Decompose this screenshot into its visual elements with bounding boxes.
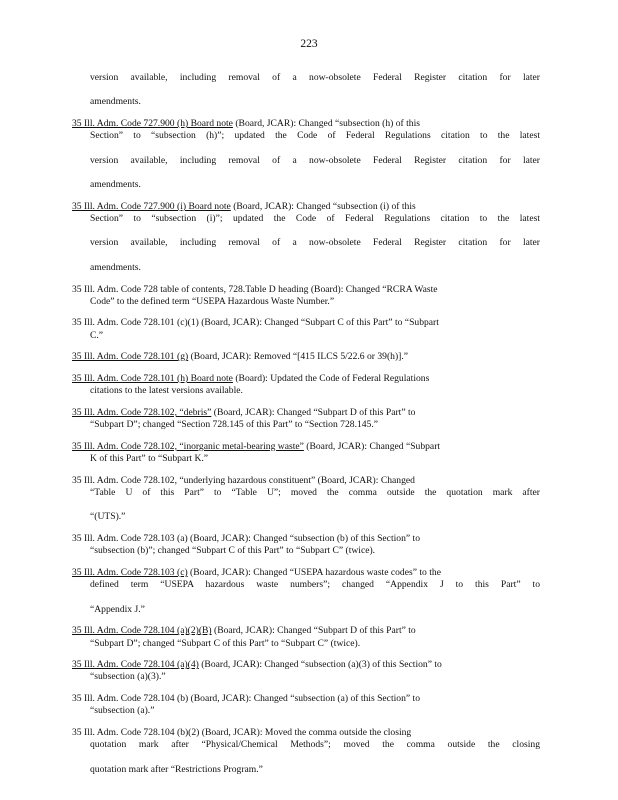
entry-first-line — [72, 317, 540, 329]
amendment-entry — [72, 533, 540, 557]
entry-text: (Board, JCAR): Changed “subsection (h) of this — [232, 118, 421, 130]
entry-text: (Board, JCAR): Changed “subsection (i) of this — [230, 200, 416, 212]
entry-text: 35 Ill. Adm. Code 728.101 (c)(1) (Board, JCAR): Changed “Subpart C of this Part” to “Subpart — [72, 317, 439, 329]
amendment-entry — [72, 659, 540, 683]
amendment-entry — [72, 693, 540, 717]
amendment-entry — [72, 567, 540, 616]
entry-continuation-line: “subsection (a).” — [90, 705, 155, 717]
citation-link: 35 Ill. Adm. Code 727.900 (h) Board note — [72, 118, 233, 130]
amendment-list — [72, 72, 540, 785]
entry-text: (Board, JCAR): Changed “subsection (a)(3) of this Section” to — [198, 659, 442, 671]
entry-first-line — [72, 441, 540, 453]
entry-continuation-line: amendments. — [90, 96, 141, 108]
entry-first-line — [72, 567, 540, 579]
entry-continuation-line: citations to the latest versions available. — [90, 385, 243, 397]
entry-continuation-line: “subsection (b)”; changed “Subpart C of this Part” to “Subpart C” (twice). — [90, 545, 376, 557]
entry-first-line — [72, 351, 540, 363]
amendment-entry — [72, 407, 540, 431]
entry-text: (Board, JCAR): Changed “USEPA hazardous waste codes” to the — [187, 567, 441, 578]
citation-link: 35 Ill. Adm. Code 728.104 (a)(4) — [72, 659, 199, 671]
entry-text: (Board): Updated the Code of Federal Regulations — [232, 373, 430, 385]
entry-first-line — [72, 373, 540, 385]
amendment-entry — [72, 351, 540, 363]
citation-link: 35 Ill. Adm. Code 728.101 (g) — [72, 351, 189, 363]
amendment-entry — [72, 118, 540, 191]
entry-first-line — [72, 118, 540, 130]
entry-continuation-line: Section” to “subsection (i)”; updated the Code of Federal Regulations citation to the latest — [90, 213, 540, 225]
entry-first-line — [72, 407, 540, 419]
entry-text: (Board, JCAR): Changed “Subpart D of this Part” to — [211, 406, 416, 418]
entry-first-line — [72, 693, 540, 705]
entry-continuation-line: quotation mark after “Restrictions Program.” — [90, 763, 263, 775]
entry-text: 35 Ill. Adm. Code 728.104 (b) (Board, JCAR): Changed “subsection (a) of this Section” to — [72, 693, 420, 705]
citation-link: 35 Ill. Adm. Code 728.101 (h) Board note — [72, 373, 233, 385]
amendment-entry — [72, 727, 540, 776]
amendment-entry — [72, 72, 540, 109]
entry-continuation-line: version available, including removal of a now-obsolete Federal Register citation for later — [90, 237, 540, 249]
entry-text: 35 Ill. Adm. Code 728.102, “underlying hazardous constituent” (Board, JCAR): Changed — [72, 474, 415, 486]
entry-continuation-line: “Appendix J.” — [90, 603, 145, 615]
entry-text: (Board, JCAR): Removed “[415 ILCS 5/22.6 or 39(h)].” — [188, 351, 409, 363]
entry-first-line — [72, 475, 540, 487]
entry-continuation-line: amendments. — [90, 179, 141, 191]
entry-continuation-line: version available, including removal of a now-obsolete Federal Register citation for later — [90, 154, 540, 166]
amendment-entry — [72, 625, 540, 649]
entry-text: 35 Ill. Adm. Code 728.104 (b)(2) (Board, JCAR): Moved the comma outside the closing — [72, 727, 412, 739]
entry-text: 35 Ill. Adm. Code 728 table of contents, 728.Table D heading (Board): Changed “RCRA Waste — [72, 283, 438, 295]
entry-continuation-line: “Subpart D”; changed “Subpart C of this Part” to “Subpart C” (twice). — [90, 637, 361, 649]
entry-first-line — [72, 727, 540, 739]
amendment-entry — [72, 284, 540, 308]
entry-text: (Board, JCAR): Changed “Subpart — [303, 440, 441, 452]
amendment-entry — [72, 475, 540, 524]
entry-first-line — [72, 201, 540, 213]
entry-continuation-line: Section” to “subsection (h)”; updated the Code of Federal Regulations citation to the latest — [90, 130, 540, 142]
amendment-entry — [72, 441, 540, 465]
entry-continuation-line: K of this Part” to “Subpart K.” — [90, 453, 209, 465]
entry-first-line — [72, 284, 540, 296]
entry-continuation-line: version available, including removal of a now-obsolete Federal Register citation for later — [90, 72, 540, 83]
entry-first-line — [72, 625, 540, 637]
amendment-entry — [72, 317, 540, 341]
amendment-entry — [72, 373, 540, 397]
entry-continuation-line: amendments. — [90, 261, 141, 273]
page-number: 223 — [300, 38, 318, 50]
citation-link: 35 Ill. Adm. Code 728.104 (a)(2)(B) — [72, 625, 212, 637]
entry-continuation-line: defined term “USEPA hazardous waste numbers”; changed “Appendix J to this Part” to — [90, 579, 540, 591]
entry-continuation-line: “subsection (a)(3).” — [90, 671, 166, 683]
amendment-entry — [72, 201, 540, 274]
entry-continuation-line: quotation mark after “Physical/Chemical Methods”; moved the comma outside the closing — [90, 739, 540, 751]
citation-link: 35 Ill. Adm. Code 728.102, “inorganic metal-bearing waste” — [72, 440, 304, 452]
entry-text: (Board, JCAR): Changed “Subpart D of this Part” to — [211, 625, 416, 637]
entry-continuation-line: Code” to the defined term “USEPA Hazardous Waste Number.” — [90, 295, 335, 307]
entry-continuation-line: “Table U of this Part” to “Table U”; moved the comma outside the quotation mark after — [90, 486, 540, 498]
entry-first-line — [72, 659, 540, 671]
entry-continuation-line: “Subpart D”; changed “Section 728.145 of this Part” to “Section 728.145.” — [90, 419, 379, 431]
entry-continuation-line: “(UTS).” — [90, 511, 126, 523]
entry-continuation-line: C.” — [90, 329, 104, 341]
citation-link: 35 Ill. Adm. Code 728.103 (c) — [72, 567, 188, 578]
entry-first-line — [72, 533, 540, 545]
entry-text: 35 Ill. Adm. Code 728.103 (a) (Board, JCAR): Changed “subsection (b) of this Section” to — [72, 533, 420, 545]
citation-link: 35 Ill. Adm. Code 728.102, “debris” — [72, 406, 212, 418]
citation-link: 35 Ill. Adm. Code 727.900 (i) Board note — [72, 200, 231, 212]
